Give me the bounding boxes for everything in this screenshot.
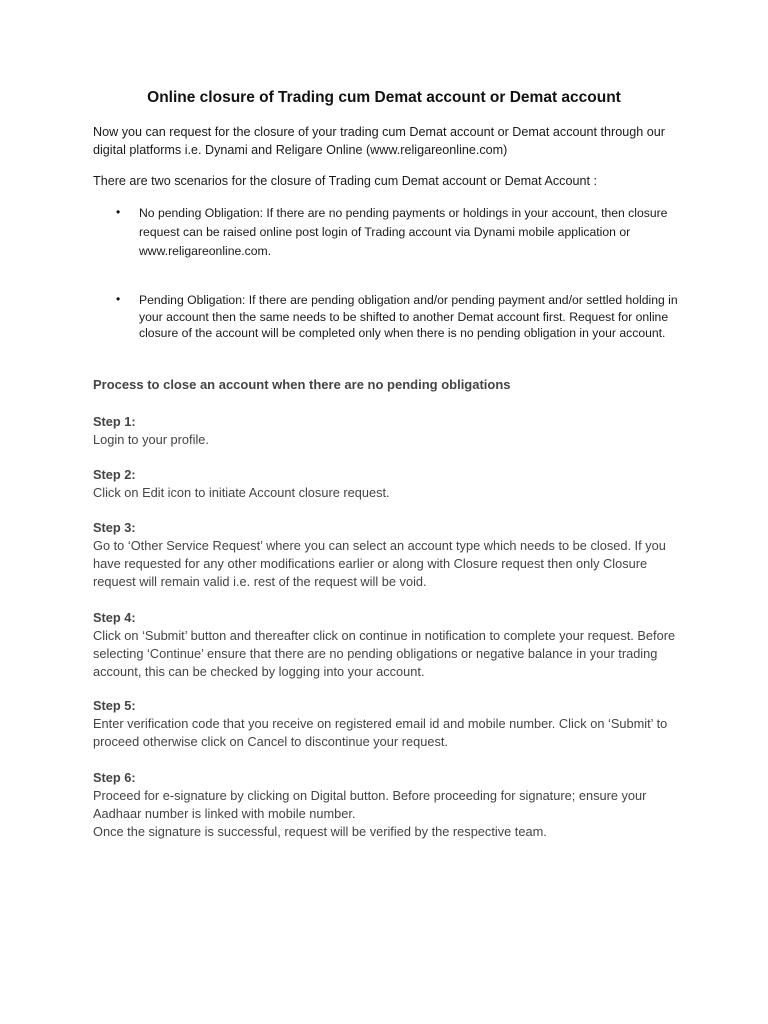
step-label: Step 2: — [93, 467, 136, 482]
document-title: Online closure of Trading cum Demat account or Demat account — [147, 89, 621, 106]
step-text: Click on Edit icon to initiate Account closure request. — [93, 485, 390, 500]
step-6 — [93, 769, 693, 841]
scenarios-paragraph: There are two scenarios for the closure of Trading cum Demat account or Demat Account : — [93, 174, 597, 188]
step-label: Step 3: — [93, 520, 136, 535]
step-label: Step 5: — [93, 698, 136, 713]
step-label: Step 6: — [93, 770, 136, 785]
step-text: Click on ‘Submit’ button and thereafter click on continue in notification to complete your request. Before selecting ‘Continue’ ensure that there are no pending obligations or negative balance in your trading account, this can be checked by logging into your account. — [93, 628, 676, 679]
intro-paragraph: Now you can request for the closure of your trading cum Demat account or Demat account through our digital platforms i.e. Dynami and Religare Online (www.religareonline.com) — [93, 125, 665, 157]
step-label: Step 1: — [93, 414, 136, 429]
step-1 — [93, 413, 693, 449]
step-text: Login to your profile. — [93, 432, 209, 447]
bullet-no-pending-obligation: No pending Obligation: If there are no pending payments or holdings in your account, then closure request can be raised online post login of Trading account via Dynami mobile application or www.religareonline.com. — [139, 206, 668, 258]
step-label: Step 4: — [93, 610, 136, 625]
step-2 — [93, 466, 693, 502]
bullet-point-icon: • — [116, 205, 121, 219]
step-text-continued: Once the signature is successful, request will be verified by the respective team. — [93, 824, 547, 839]
step-3 — [93, 519, 693, 591]
step-5 — [93, 697, 693, 751]
step-4 — [93, 609, 693, 681]
step-text: Go to ‘Other Service Request’ where you can select an account type which needs to be closed. If you have requested for any other modifications earlier or along with Closure request then only Closure request will remain valid i.e. rest of the request will be void. — [93, 538, 666, 589]
bullet-point-icon: • — [116, 292, 121, 306]
process-heading: Process to close an account when there are no pending obligations — [93, 377, 511, 392]
bullet-pending-obligation: Pending Obligation: If there are pending obligation and/or pending payment and/or settled holding in your account then the same needs to be shifted to another Demat account first. Request for online closure of the account will be completed only when there is no pending obligation in your account. — [139, 293, 678, 340]
step-text: Enter verification code that you receive on registered email id and mobile number. Click on ‘Submit’ to proceed otherwise click on Cancel to discontinue your request. — [93, 716, 668, 749]
step-text: Proceed for e-signature by clicking on Digital button. Before proceeding for signature; ensure your Aadhaar number is linked with mobile number. — [93, 788, 647, 821]
